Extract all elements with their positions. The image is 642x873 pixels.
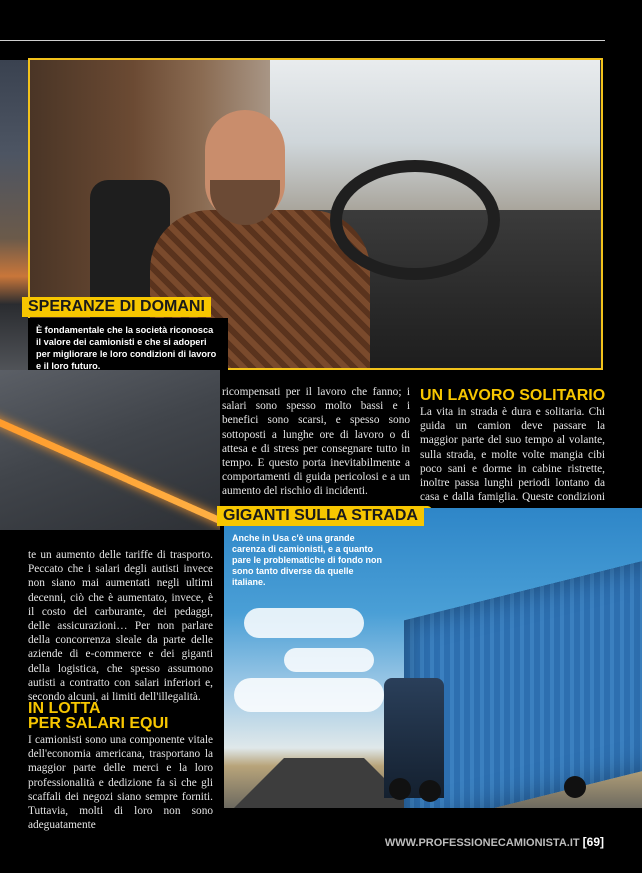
cloud xyxy=(284,648,374,672)
road-photo-lower xyxy=(0,370,220,530)
article-column-middle: ricompensati per il lavoro che fanno; i salari sono spesso molto bassi e i benefici sono scarsi, e spesso sono sottoposti a lunghe ore di lavoro o di attesa e di stress per consegnare tutto in tempo. E questo porta inevitabilmente a comportamenti di guida pericolosi e a un aumento del rischio di incidenti. xyxy=(222,386,410,498)
page-footer xyxy=(385,835,604,849)
heading-lavoro-solitario: UN LAVORO SOLITARIO xyxy=(420,387,606,404)
article-column-left-lower: I camionisti sono una componente vitale dell'economia americana, trasportano la maggior parte delle merci e la loro professionalità e dedizione fa sì che gli scaffali dei negozi siano sempre forniti. Tuttavia, molti di loro non sono adeguatamente xyxy=(28,734,213,832)
photo-truck-label: GIGANTI SULLA STRADA xyxy=(217,506,424,526)
heading-lotta-line2: PER SALARI EQUI xyxy=(28,715,169,732)
truck-wheel xyxy=(389,778,411,800)
photo-truck-caption: Anche in Usa c'è una grande carenza di camionisti, e a quanto pare le problematiche di fondo non sono tanto diverse da quelle italiane. xyxy=(232,533,383,587)
steering-wheel xyxy=(330,160,500,280)
cloud xyxy=(244,608,364,638)
lane-line xyxy=(0,410,220,530)
top-rule xyxy=(0,40,605,41)
article-column-right xyxy=(420,405,605,519)
heading-lotta-salari xyxy=(28,701,168,731)
article-column-left: te un aumento delle tariffe di trasporto. Peccato che i salari degli autisti invece non siano mai aumentati negli ultimi decenni, ciò che è aumentato, invece, è il costo del carburante, dei pedaggi, delle assicurazioni… Per non parlare della concorrenza sleale da parte delle aziende di e-commerce e dei giganti della logistica, che spesso assumono autisti a contratto con salari inferiori e, secondo alcuni, ai limiti dell'illegalità. xyxy=(28,549,213,704)
photo-cab-caption: È fondamentale che la società riconosca il valore dei camionisti e che si adoperi per migliorare le loro condizioni di lavoro e il loro futuro. xyxy=(28,318,228,370)
page-number: [69] xyxy=(582,835,604,849)
truck-wheel xyxy=(564,776,586,798)
heading-lotta-line1: IN LOTTA xyxy=(28,700,101,717)
cloud xyxy=(234,678,384,712)
solitario-text: La vita in strada è dura e solitaria. Chi guida un camion deve passare la maggior parte del suo tempo al volante, sulla strada, e molte volte mangia cibi poco sani e dorme in cabine ristrette, inoltre passa lunghi periodi lontano da casa e dalla famiglia. Queste condizioni xyxy=(420,406,605,504)
truck-wheel xyxy=(419,780,441,802)
photo-cab-label: SPERANZE DI DOMANI xyxy=(22,297,211,317)
footer-site: WWW.PROFESSIONECAMIONISTA.IT xyxy=(384,837,580,849)
